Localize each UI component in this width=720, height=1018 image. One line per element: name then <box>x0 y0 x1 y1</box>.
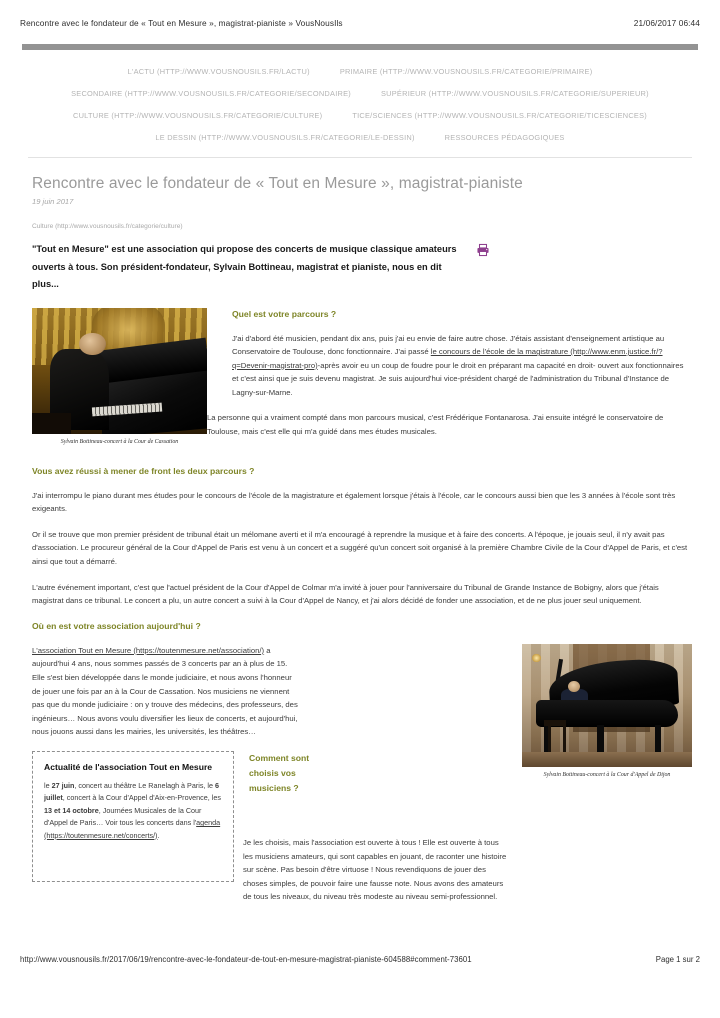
news-date-1: 27 juin <box>51 780 75 790</box>
news-date-2: 6 juillet <box>44 780 220 803</box>
photo1-bench <box>32 413 71 433</box>
section-association <box>32 620 692 904</box>
link-concours-magistrature[interactable]: le concours de l'école de la magistrature (http://www.enm.justice.fr/?q=Devenir-magistrat-pro) <box>232 347 663 370</box>
print-header <box>20 18 700 28</box>
heading-deux-parcours: Vous avez réussi à mener de front les deux parcours ? <box>32 465 255 476</box>
section-parcours <box>32 308 692 451</box>
photo2-wall-lamp <box>532 654 541 663</box>
paragraph-parcours-2: La personne qui a vraiment compté dans mon parcours musical, c'est Frédérique Fontanarosa. J'ai ensuite intégré le conservatoire de Toulouse, mais c'est elle qui m'a guidé dans mes études musicales. <box>207 413 664 437</box>
printer-icon[interactable] <box>476 243 490 257</box>
photo-pianist-dijon <box>522 644 692 767</box>
nav-item-culture[interactable]: CULTURE (HTTP://WWW.VOUSNOUSILS.FR/CATEGORIE/CULTURE) <box>72 111 323 120</box>
figure-pianist-dijon <box>522 644 692 779</box>
photo1-pianist-head <box>79 333 105 356</box>
heading-ou-en-est-association: Où en est votre association aujourd'hui ? <box>32 620 201 631</box>
news-date-3: 13 et 14 octobre <box>44 805 99 815</box>
news-p4: , Journées Musicales de la Cour d'Appel de Paris… Voir tous les concerts dans l' <box>44 805 202 828</box>
nav-item-ressources-pedagogiques[interactable]: RESSOURCES PÉDAGOGIQUES <box>444 133 565 142</box>
print-header-title: Rencontre avec le fondateur de « Tout en Mesure », magistrat-pianiste » VousNousIls <box>20 18 343 28</box>
nav-item-superieur[interactable]: SUPÉRIEUR (HTTP://WWW.VOUSNOUSILS.FR/CATEGORIE/SUPERIEUR) <box>380 89 649 98</box>
nav-item-primaire[interactable]: PRIMAIRE (HTTP://WWW.VOUSNOUSILS.FR/CATEGORIE/PRIMAIRE) <box>339 67 593 76</box>
heading-comment-sont-choisis: Comment sont choisis vos musiciens ? <box>249 752 310 793</box>
top-rule <box>22 44 698 50</box>
paragraph-association <box>32 644 302 739</box>
paragraph-comment-sont-choisis: Je les choisis, mais l'association est ouverte à tous ! Elle est ouverte à tous les musiciens amateurs, qui sont capables en jouant, de raconter une histoire sur scène. Pas besoin d'être virtuose ! Nous revendiquons de jouer des choses simples, de pouvoir faire une fausse note. Nous avons des amateurs de tous les niveaux, du niveau très modeste au niveau semi-professionnel. <box>243 837 507 902</box>
figure-caption-2: Sylvain Bottineau-concert à la Cour d'Appel de Dijon <box>543 771 671 778</box>
paragraph-deux-parcours-1: J'ai interrompu le piano durant mes études pour le concours de l'école de la magistrature et également lorsque j'étais à l'école, car le concours aussi bien que les 3 années à l'école sont très exigeants. <box>32 490 676 514</box>
nav-item-lactu[interactable]: L'ACTU (HTTP://WWW.VOUSNOUSILS.FR/LACTU) <box>127 67 310 76</box>
parcours-column <box>232 308 692 400</box>
photo2-bench-leg-1 <box>548 725 551 752</box>
lede-row <box>32 241 692 294</box>
figure-caption-1: Sylvain Bottineau-concert à la Cour de Cassation <box>60 438 179 445</box>
comment-heading-column <box>249 751 329 796</box>
paragraph-parcours-1 <box>232 332 692 400</box>
nav-item-secondaire[interactable]: SECONDAIRE (HTTP://WWW.VOUSNOUSILS.FR/CATEGORIE/SECONDAIRE) <box>71 89 351 98</box>
parcours-text-b: -après avoir eu un coup de foudre pour le droit en préparant ma capacité en droit- ouvert aux fonctionnaires et c'est ainsi que je suis devenu magistrat. Je suis aujourd'hui vice-président chargé de l'administration du Tribunal d'Instance de Lagny-sur-Marne. <box>232 360 684 397</box>
article-date: 19 juin 2017 <box>32 197 74 206</box>
answer-comment-sont-choisis <box>243 836 508 904</box>
news-p5: . <box>157 830 160 840</box>
link-agenda-concerts[interactable]: agenda (https://toutenmesure.net/concerts/) <box>44 818 221 840</box>
site-nav <box>28 61 692 158</box>
photo2-bench-leg-2 <box>563 725 566 752</box>
section-deux-parcours <box>32 465 692 608</box>
photo2-pianist-head <box>568 681 580 692</box>
paragraph-deux-parcours-3: L'autre événement important, c'est que l'actuel président de la Cour d'Appel de Colmar m'a invité à jouer pour l'anniversaire du Tribunal de Grande Instance de Bobigny, alors que j'étais magistrat dans ce tribunal. Le concert a plu, un autre concert a suivi à la Cour d'Appel de Nancy, et j'ai alors décidé de fonder une association, et de ne plus jouer seul uniquement. <box>32 582 659 606</box>
news-p1: le <box>44 780 52 790</box>
article-lede: "Tout en Mesure" est une association qui propose des concerts de musique classique amateurs ouverts à tous. Son président-fondateur, Sylvain Bottineau, magistrat et pianiste, nous en dit plus... <box>32 244 457 289</box>
nav-item-ticesciences[interactable]: TICE/SCIENCES (HTTP://WWW.VOUSNOUSILS.FR/CATEGORIE/TICESCIENCES) <box>352 111 648 120</box>
figure-pianist-cassation <box>32 308 207 446</box>
page-title: Rencontre avec le fondateur de « Tout en Mesure », magistrat-pianiste <box>32 175 523 192</box>
print-footer <box>20 955 700 964</box>
article <box>32 174 692 904</box>
nav-row-3 <box>28 105 692 127</box>
print-header-timestamp: 21/06/2017 06:44 <box>633 18 700 28</box>
news-box-text <box>44 780 222 842</box>
nav-row-2 <box>28 83 692 105</box>
nav-row-1 <box>28 61 692 83</box>
photo2-floor <box>522 752 692 767</box>
news-box-heading: Actualité de l'association Tout en Mesure <box>44 761 213 772</box>
news-p3: , concert à la Cour d'Appel d'Aix-en-Provence, les <box>62 793 221 803</box>
print-footer-url: http://www.vousnousils.fr/2017/06/19/rencontre-avec-le-fondateur-de-tout-en-mesure-magistrat-pianiste-604588#comment-73601 <box>20 955 472 964</box>
nav-row-4 <box>28 127 692 149</box>
article-category-link[interactable]: Culture (http://www.vousnousils.fr/categorie/culture) <box>32 223 183 230</box>
parcours-text-a: J'ai d'abord été musicien, pendant dix ans, puis j'ai eu envie de faire autre chose. J'étais assistant d'enseignement artistique au Conservatoire de Toulouse, donc fonctionnaire. J'ai passé <box>232 333 665 357</box>
heading-quel-est-votre-parcours: Quel est votre parcours ? <box>232 308 337 319</box>
association-text: a aujourd'hui 4 ans, nous sommes passés de 3 concerts par an à plus de 15. Elle s'est bien développée dans le monde judiciaire, et nous avons l'honneur de jouer une fois par an à la Cour de Cassation. Nos musiciens ne viennent pas que du monde judiciaire : on y trouve des médecins, des professeurs, des ingénieurs… Nous avons voulu diversifier les lieux de concerts, et aujourd'hui, nous jouons aussi dans les mairies, les universités, les théâtres… <box>32 645 298 737</box>
photo-pianist-cassation <box>32 308 207 434</box>
nav-item-le-dessin[interactable]: LE DESSIN (HTTP://WWW.VOUSNOUSILS.FR/CATEGORIE/LE-DESSIN) <box>155 133 415 142</box>
page-content <box>0 44 720 904</box>
paragraph-deux-parcours-2: Or il se trouve que mon premier président de tribunal était un mélomane averti et il m'a encouragé à reprendre la musique et à faire des concerts. A l'époque, je jouais seul, il n'y avait pas d'association. Le procureur général de la Cour d'Appel de Paris est venu à un concert et a suggéré qu'un concert soit organisé à la première Chambre Civile de la Cour d'Appel de Paris, et c'est ainsi que tout a démarré. <box>32 529 688 567</box>
news-box <box>32 751 234 882</box>
link-association-tout-en-mesure[interactable]: L'association Tout en Mesure (https://toutenmesure.net/association/) <box>32 645 265 655</box>
print-footer-page: Page 1 sur 2 <box>655 955 700 964</box>
news-p2: , concert au théâtre Le Ranelagh à Paris, le <box>74 780 216 790</box>
